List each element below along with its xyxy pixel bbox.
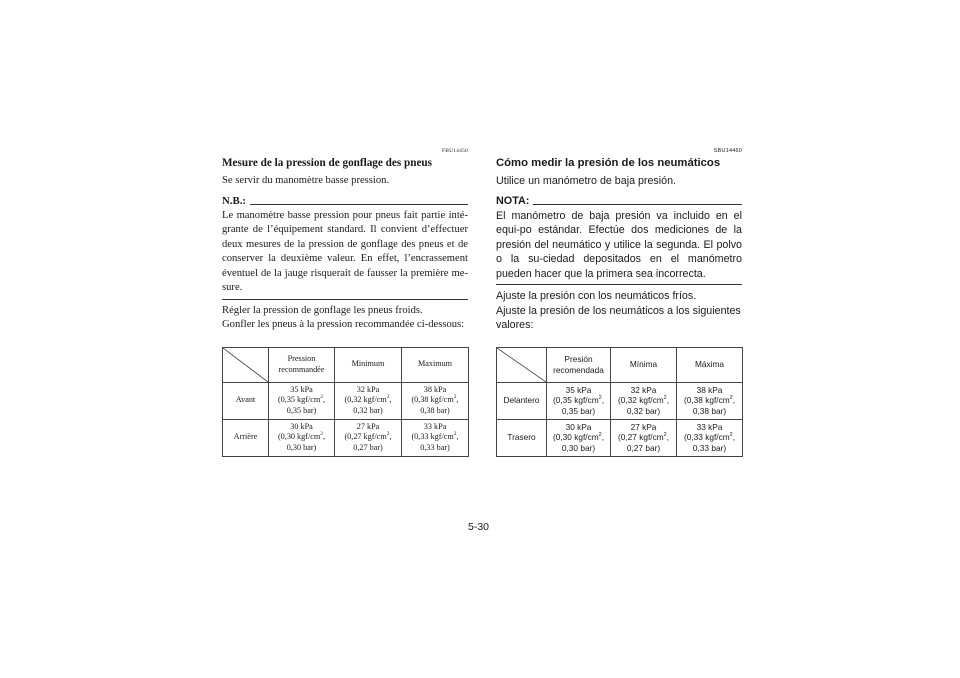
header-minimum: Minimum — [335, 347, 402, 382]
paragraph-inflate: Ajuste la presión de los neumáticos a los siguientes valores: — [496, 304, 741, 331]
note-text: Le manomètre basse pression pour pneus fait partie inté-grante de l’équipement standard. Il convient d’effectuer deux mesures de la pression de gonflage des pneus et de conserver la deuxième valeur. En effet, l’encrassement éventuel de la jauge risquerait de fausser la première me-sure. — [222, 209, 468, 300]
section-heading: Mesure de la pression de gonflage des pneus — [222, 157, 432, 169]
note-header — [496, 193, 742, 208]
section-code: FBU14450 — [441, 148, 468, 154]
table-row — [223, 382, 469, 419]
table-row — [497, 419, 743, 456]
header-maximum: Máxima — [677, 347, 743, 382]
row-label: Trasero — [497, 419, 547, 456]
table-cell: 33 kPa (0,33 kgf/$cm^2$, 0,33 bar) — [402, 419, 469, 456]
table-cell: 30 kPa (0,30 kgf/$cm^2$, 0,30 bar) — [547, 419, 611, 456]
table-corner-cell — [223, 347, 269, 382]
note-label: N.B.: — [222, 194, 246, 207]
paragraph-cold-tires: Ajuste la presión con los neumáticos fríos. — [496, 290, 697, 302]
table-cell: 27 kPa (0,27 kgf/$cm^2$, 0,27 bar) — [611, 419, 677, 456]
row-label: Arrière — [223, 419, 269, 456]
section-code: SBU14460 — [713, 148, 742, 154]
pressure-table — [222, 347, 469, 457]
diagonal-line — [497, 348, 546, 382]
table-cell: 30 kPa (0,30 kgf/$cm^2$, 0,30 bar) — [269, 419, 335, 456]
table-cell: 32 kPa (0,32 kgf/$cm^2$, 0,32 bar) — [611, 382, 677, 419]
table-header-row — [497, 347, 743, 382]
table-row — [497, 382, 743, 419]
header-minimum: Mínima — [611, 347, 677, 382]
table-corner-cell — [497, 347, 547, 382]
table-row — [223, 419, 469, 456]
header-recommended: Presión recomendada — [547, 347, 611, 382]
row-label: Avant — [223, 382, 269, 419]
paragraph-inflate: Gonfler les pneus à la pression recommandée ci-dessous: — [222, 319, 465, 330]
french-section — [222, 148, 468, 457]
table-cell: 35 kPa (0,35 kgf/$cm^2$, 0,35 bar) — [269, 382, 335, 419]
note-label: NOTA: — [496, 194, 530, 207]
table-cell: 32 kPa (0,32 kgf/$cm^2$, 0,32 bar) — [335, 382, 402, 419]
table-cell: 38 kPa (0,38 kgf/$cm^2$, 0,38 bar) — [677, 382, 743, 419]
table-cell: 33 kPa (0,33 kgf/$cm^2$, 0,33 bar) — [677, 419, 743, 456]
note-text: El manómetro de baja presión va incluido en el equi-po estándar. Efectúe dos mediciones de la presión del neumático y utilice la segunda. El polvo o la su-ciedad depositados en el manómetro pueden hacer que la primera sea incorrecta. — [496, 209, 742, 286]
intro-text: Utilice un manómetro de baja presión. — [496, 175, 677, 187]
table-header-row — [223, 347, 469, 382]
header-recommended: Pression recommandée — [269, 347, 335, 382]
table-cell: 27 kPa (0,27 kgf/$cm^2$, 0,27 bar) — [335, 419, 402, 456]
note-header — [222, 193, 468, 208]
section-heading: Cómo medir la presión de los neumáticos — [496, 157, 721, 169]
diagonal-line — [223, 348, 268, 382]
note-rule — [250, 204, 468, 205]
spanish-section — [496, 148, 742, 457]
paragraph-cold-tires: Régler la pression de gonflage les pneus froids. — [222, 304, 423, 316]
table-cell: 35 kPa (0,35 kgf/$cm^2$, 0,35 bar) — [547, 382, 611, 419]
pressure-table — [496, 347, 743, 457]
table-cell: 38 kPa (0,38 kgf/$cm^2$, 0,38 bar) — [402, 382, 469, 419]
note-rule — [533, 204, 742, 205]
page-number: 5-30 — [468, 521, 490, 533]
intro-text: Se servir du manomètre basse pression. — [222, 175, 390, 186]
row-label: Delantero — [497, 382, 547, 419]
header-maximum: Maximum — [402, 347, 469, 382]
